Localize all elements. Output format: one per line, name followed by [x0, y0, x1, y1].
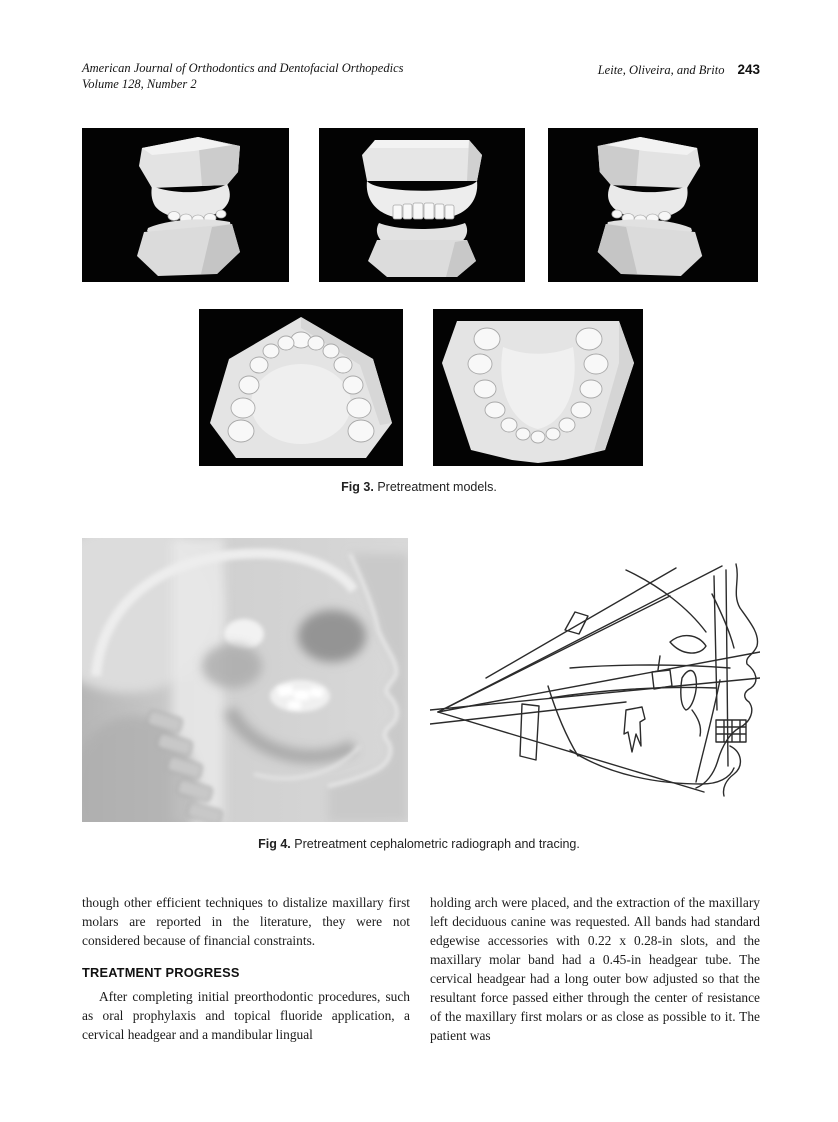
running-head-left: [82, 61, 404, 92]
model-photo-frontal: [319, 128, 525, 282]
dental-model-left-lateral-illustration: [548, 128, 758, 282]
authors: Leite, Oliveira, and Brito: [597, 63, 725, 77]
running-head-right: [598, 61, 760, 79]
journal-volume: Volume 128, Number 2: [82, 76, 197, 91]
maxillary-occlusal-illustration: [199, 309, 403, 466]
cephalometric-tracing: [430, 560, 760, 806]
page-number: 243: [737, 62, 760, 77]
model-photo-left-lateral: [548, 128, 758, 282]
left-column-continued-paragraph: though other efficient techniques to distalize maxillary first molars are reported in the literature, they were not considered because of financial constraints.: [82, 895, 410, 948]
fig3-caption-label: Fig 3.: [341, 480, 374, 494]
fig3-caption: [0, 480, 838, 494]
model-photo-right-lateral: [82, 128, 289, 282]
model-photo-mandibular-occlusal: [433, 309, 643, 466]
xray-illustration: [82, 538, 408, 822]
fig4-caption: [0, 837, 838, 851]
mandibular-occlusal-illustration: [433, 309, 643, 466]
right-column-paragraph: holding arch were placed, and the extraction of the maxillary left deciduous canine was requested. All bands had standard edgewise accessories with 0.22 x 0.28-in slots, and the maxillary molar band had a 0.45-in headgear tube. The cervical headgear had a long outer bow adjusted so that the resultant force passed either through the center of resistance of the maxillary first molars or as close as possible to it. The patient was: [430, 895, 760, 1043]
tracing-illustration: [430, 560, 760, 806]
dental-model-right-lateral-illustration: [82, 128, 289, 282]
left-column-paragraph: After completing initial preorthodontic procedures, such as oral prophylaxis and topical fluoride application, a cervical headgear and a mandibular lingual: [82, 989, 410, 1042]
dental-model-frontal-illustration: [319, 128, 525, 282]
left-column: [82, 893, 410, 1044]
journal-title: American Journal of Orthodontics and Dentofacial Orthopedics: [82, 61, 404, 75]
right-column: [430, 893, 760, 1045]
cephalometric-radiograph: [82, 538, 408, 822]
fig4-caption-text: Pretreatment cephalometric radiograph and tracing.: [294, 837, 580, 851]
fig3-caption-text: Pretreatment models.: [377, 480, 497, 494]
model-photo-maxillary-occlusal: [199, 309, 403, 466]
section-heading-treatment-progress: TREATMENT PROGRESS: [82, 965, 240, 980]
fig4-caption-label: Fig 4.: [258, 837, 291, 851]
